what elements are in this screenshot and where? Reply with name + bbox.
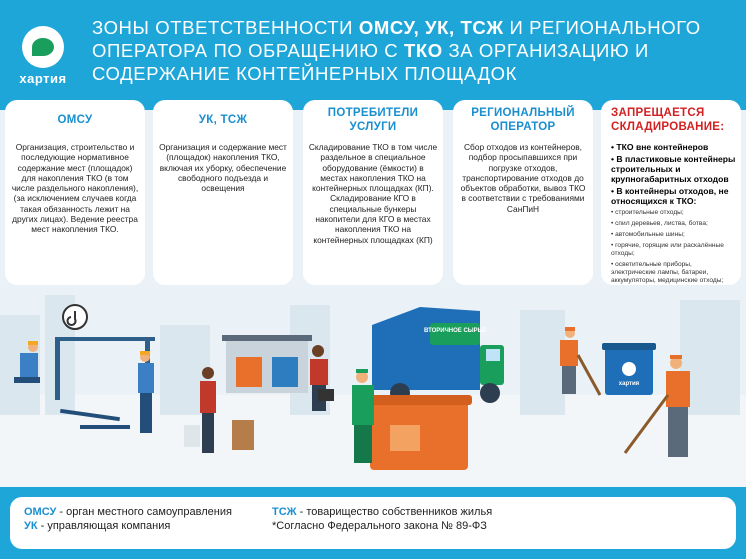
- column-consumers: [303, 100, 443, 285]
- title-part: ЗА ОРГАНИЗАЦИЮ И СОДЕРЖАНИЕ КОНТЕЙНЕРНЫХ ПЛОЩАДОК: [92, 40, 649, 84]
- column-text: Организация, строительство и последующие нормативное содержание мест (площадок) для накопления ТКО (в том числе раздельного накопления), (за исключением случаев когда такая обязанность лежит на других лицах). Ведение реестра мест накопления ТКО.: [11, 142, 139, 235]
- legend-abbr: ТСЖ: [272, 506, 297, 518]
- column-regional-operator: [453, 100, 593, 285]
- column-text: Организация и содержание мест (площадок) накопления ТКО, включая их уборку, обеспечение свободного подъезда и освещения: [159, 142, 287, 194]
- title-part: ЗОНЫ ОТВЕТСТВЕННОСТИ: [92, 17, 359, 38]
- legend-text: - орган местного самоуправления: [56, 506, 232, 518]
- construction-beams: [60, 409, 130, 429]
- forbidden-heading: ЗАПРЕЩАЕТСЯ СКЛАДИРОВАНИЕ:: [611, 107, 725, 133]
- page-title: [92, 16, 732, 85]
- column-uk-tsj: [153, 100, 293, 285]
- bin-label: хартия: [618, 381, 640, 387]
- garbage-truck: [372, 307, 504, 403]
- man-with-bag: [310, 345, 334, 411]
- column-heading: РЕГИОНАЛЬНЫЙ ОПЕРАТОР: [471, 107, 575, 133]
- column-heading: УК, ТСЖ: [198, 114, 248, 126]
- footer-legend: [10, 497, 736, 549]
- forbidden-subitem: • спил деревьев, листва, ботва;: [611, 220, 708, 227]
- worker-with-broom: [560, 327, 600, 395]
- forbidden-item: • В контейнеры отходов, не относящихся к ТКО:: [611, 186, 729, 206]
- forbidden-subitem: • автомобильные шины;: [611, 231, 685, 238]
- column-heading: ПОТРЕБИТЕЛИ УСЛУГИ: [327, 107, 419, 133]
- legend-uk: [24, 520, 170, 532]
- truck-label: ВТОРИЧНОЕ СЫРЬЕ: [423, 328, 487, 334]
- legend-tsj: [272, 506, 492, 518]
- forbidden-subitem: • строительные отходы;: [611, 209, 684, 216]
- column-forbidden: [601, 100, 741, 285]
- orange-container: [366, 395, 472, 470]
- column-text: Сбор отходов из контейнеров, подбор просыпавшихся при погрузке отходов, транспортирование отходов до объектов обработки, вывоз ТКО в соответствии с требованиями СанПиН: [460, 142, 586, 214]
- column-text: Складирование ТКО в том числе раздельное в специальное оборудование (ёмкости) в местах накопления ТКО на контейнерных площадках (КП). Складирование КГО в специальные бункеры накопители для КГО в местах накопления ТКО на контейнерных площадках (КП): [308, 142, 438, 245]
- legend-law: *Согласно Федерального закона № 89-ФЗ: [272, 520, 487, 532]
- illustration-scene: [0, 285, 746, 485]
- logo: [10, 26, 76, 86]
- title-part: ОМСУ, УК, ТСЖ: [358, 17, 504, 38]
- forbidden-subitem: • осветительные приборы, электрические лампы, батареи, аккумуляторы, медицинские отходы;: [611, 261, 724, 284]
- column-omsu: [5, 100, 145, 285]
- worker-surveyor: [138, 351, 154, 433]
- legend-omsu: [24, 506, 232, 518]
- column-heading: ОМСУ: [57, 114, 93, 126]
- sorting-worker: [352, 369, 374, 463]
- title-part: ТКО: [403, 40, 443, 61]
- blue-bin: [602, 343, 656, 395]
- forbidden-item: • ТКО вне контейнеров: [611, 142, 709, 152]
- legend-text: - управляющая компания: [37, 520, 171, 532]
- title-part: И РЕГИОНАЛЬНОГО ОПЕРАТОРА ПО ОБРАЩЕНИЮ С: [92, 17, 701, 61]
- header: [0, 0, 746, 110]
- legend-abbr: ОМСУ: [24, 506, 57, 518]
- footer: [0, 487, 746, 559]
- legend-abbr: УК: [24, 520, 38, 532]
- logo-leaf-icon: [22, 26, 64, 68]
- forbidden-subitem: • горячие, горящие или раскалённые отходы;: [611, 242, 724, 257]
- forbidden-item: • В пластиковые контейнеры строительных и крупногабаритных отходов: [611, 154, 736, 184]
- legend-text: - товарищество собственников жилья: [296, 506, 493, 518]
- container-shed: [222, 335, 312, 393]
- logo-text: хартия: [19, 71, 67, 86]
